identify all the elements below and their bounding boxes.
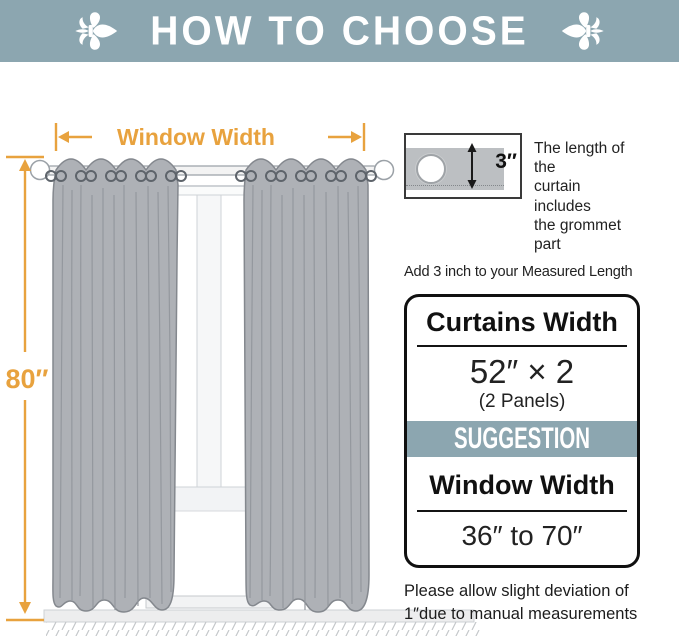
- footnote-line: 1″due to manual measurements: [404, 604, 638, 623]
- grommet-note-line: curtain includes: [534, 178, 591, 215]
- curtains-width-header: Curtains Width: [426, 307, 618, 338]
- grommet-diagram: [404, 133, 522, 199]
- spec-table: [404, 294, 640, 568]
- curtain-panel-right: [244, 159, 369, 612]
- window-width-label: Window Width: [117, 124, 275, 150]
- header-banner: [0, 0, 679, 62]
- curtain-height-label: 80″: [5, 364, 49, 394]
- rod-finial-right: [375, 161, 394, 180]
- suggestion-label: SUGGESTION: [453, 422, 591, 456]
- grommet-note: [534, 133, 640, 254]
- fleur-de-lis-icon: [73, 3, 119, 59]
- curtain-panel-left: [53, 159, 178, 612]
- grommet-note-line: the grommet part: [534, 216, 622, 254]
- page-title: HOW TO CHOOSE: [150, 8, 529, 54]
- curtains-width-value: 52″ × 2: [469, 353, 575, 391]
- grommet-detail-row: [404, 133, 640, 254]
- stitch-dotted-line: [406, 185, 504, 186]
- window-width-header: Window Width: [429, 470, 615, 501]
- footnote-line: Please allow slight deviation of: [404, 582, 629, 601]
- add-length-note: Add 3 inch to your Measured Length: [404, 264, 633, 281]
- grommet-ring-icon: [416, 154, 446, 184]
- suggestion-band: [407, 421, 637, 457]
- vertical-arrow-icon: [466, 143, 478, 189]
- grommet-depth-value: 3″: [495, 150, 517, 173]
- info-column: [404, 133, 640, 625]
- fleur-de-lis-icon: [560, 3, 606, 59]
- grommet-note-line: The length of the: [534, 140, 625, 177]
- window-width-value: 36″ to 70″: [461, 520, 583, 552]
- panels-note: (2 Panels): [478, 391, 566, 413]
- deviation-footnote: [404, 580, 640, 625]
